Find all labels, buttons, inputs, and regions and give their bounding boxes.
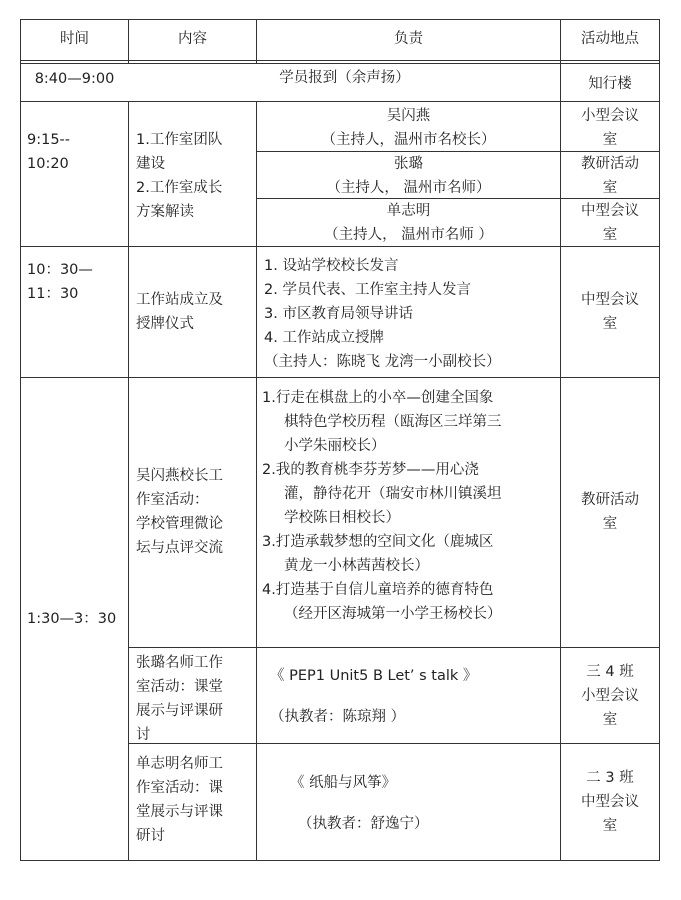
row4-sub3-location: 二 3 班 中型会议 室 xyxy=(581,770,639,834)
row4-sub2-content: 张璐名师工作 室活动：课堂 展示与评课研 讨 xyxy=(136,655,223,743)
row4-sub3-teacher: （执教者：舒逸宁） xyxy=(298,816,429,832)
header-responsible: 负责 xyxy=(394,31,423,47)
row3-agenda: 1. 设站学校校长发言 2. 学员代表、工作室主持人发言 3. 市区教育局领导讲话 4. 工作站成立授牌 （主持人：陈晓飞 龙湾一小副校长） xyxy=(264,258,501,370)
row4-sub1-content: 吴闪燕校长工 作室活动： 学校管理微论 坛与点评交流 xyxy=(136,468,223,556)
row3-time: 10：30— 11：30 xyxy=(27,262,93,302)
row1-time: 8:40—9:00 xyxy=(34,71,115,87)
row2-location-3: 中型会议 室 xyxy=(581,203,639,243)
row4-sub3-lesson: 《 纸船与风筝》 xyxy=(290,775,397,791)
row4-sub3-content: 单志明名师工 作室活动：课 堂展示与评课 研讨 xyxy=(136,756,223,844)
row2-host-2: 张璐 （主持人， 温州市名师） xyxy=(326,156,491,196)
row1-location: 知行楼 xyxy=(588,76,632,92)
row4-sub2-lesson: 《 PEP1 Unit5 B Let’ s talk 》 xyxy=(270,668,478,684)
row3-location: 中型会议 室 xyxy=(581,292,639,332)
row2-content: 1.工作室团队 建设 2.工作室成长 方案解读 xyxy=(136,132,223,220)
header-location: 活动地点 xyxy=(581,31,639,47)
header-time: 时间 xyxy=(60,31,89,47)
row2-time: 9:15-- 10:20 xyxy=(27,132,71,172)
row2-host-1: 吴闪燕 （主持人，温州市名校长） xyxy=(321,108,496,148)
row4-time: 1:30—3：30 xyxy=(27,611,117,627)
row4-sub1-forum-list: 1.行走在棋盘上的小卒—创建全国象 棋特色学校历程（瓯海区三垟第三 小学朱丽校长） 2.我的教育桃李芬芳梦——用心浇 灌，静待花开（瑞安市林川镇溪坦 学校陈日相校长） 3.打造承载梦想的空间文化（鹿城区 黄龙一小林茜茜校长） 4.打造基于自信儿童培养的德育特色 （经开区海城第一小学王杨校长） xyxy=(262,390,502,622)
row3-content: 工作站成立及 授牌仪式 xyxy=(136,292,223,332)
row2-host-3: 单志明 （主持人， 温州市名师 ） xyxy=(324,203,493,243)
row4-sub2-location: 三 4 班 小型会议 室 xyxy=(581,664,639,728)
header-content: 内容 xyxy=(178,31,207,47)
row2-location-1: 小型会议 室 xyxy=(581,108,639,148)
row4-sub2-teacher: （执教者：陈琼翔 ） xyxy=(270,709,406,725)
row4-sub1-location: 教研活动 室 xyxy=(581,492,639,532)
row2-location-2: 教研活动 室 xyxy=(581,156,639,196)
row1-registration: 学员报到（余声扬） xyxy=(279,70,410,86)
